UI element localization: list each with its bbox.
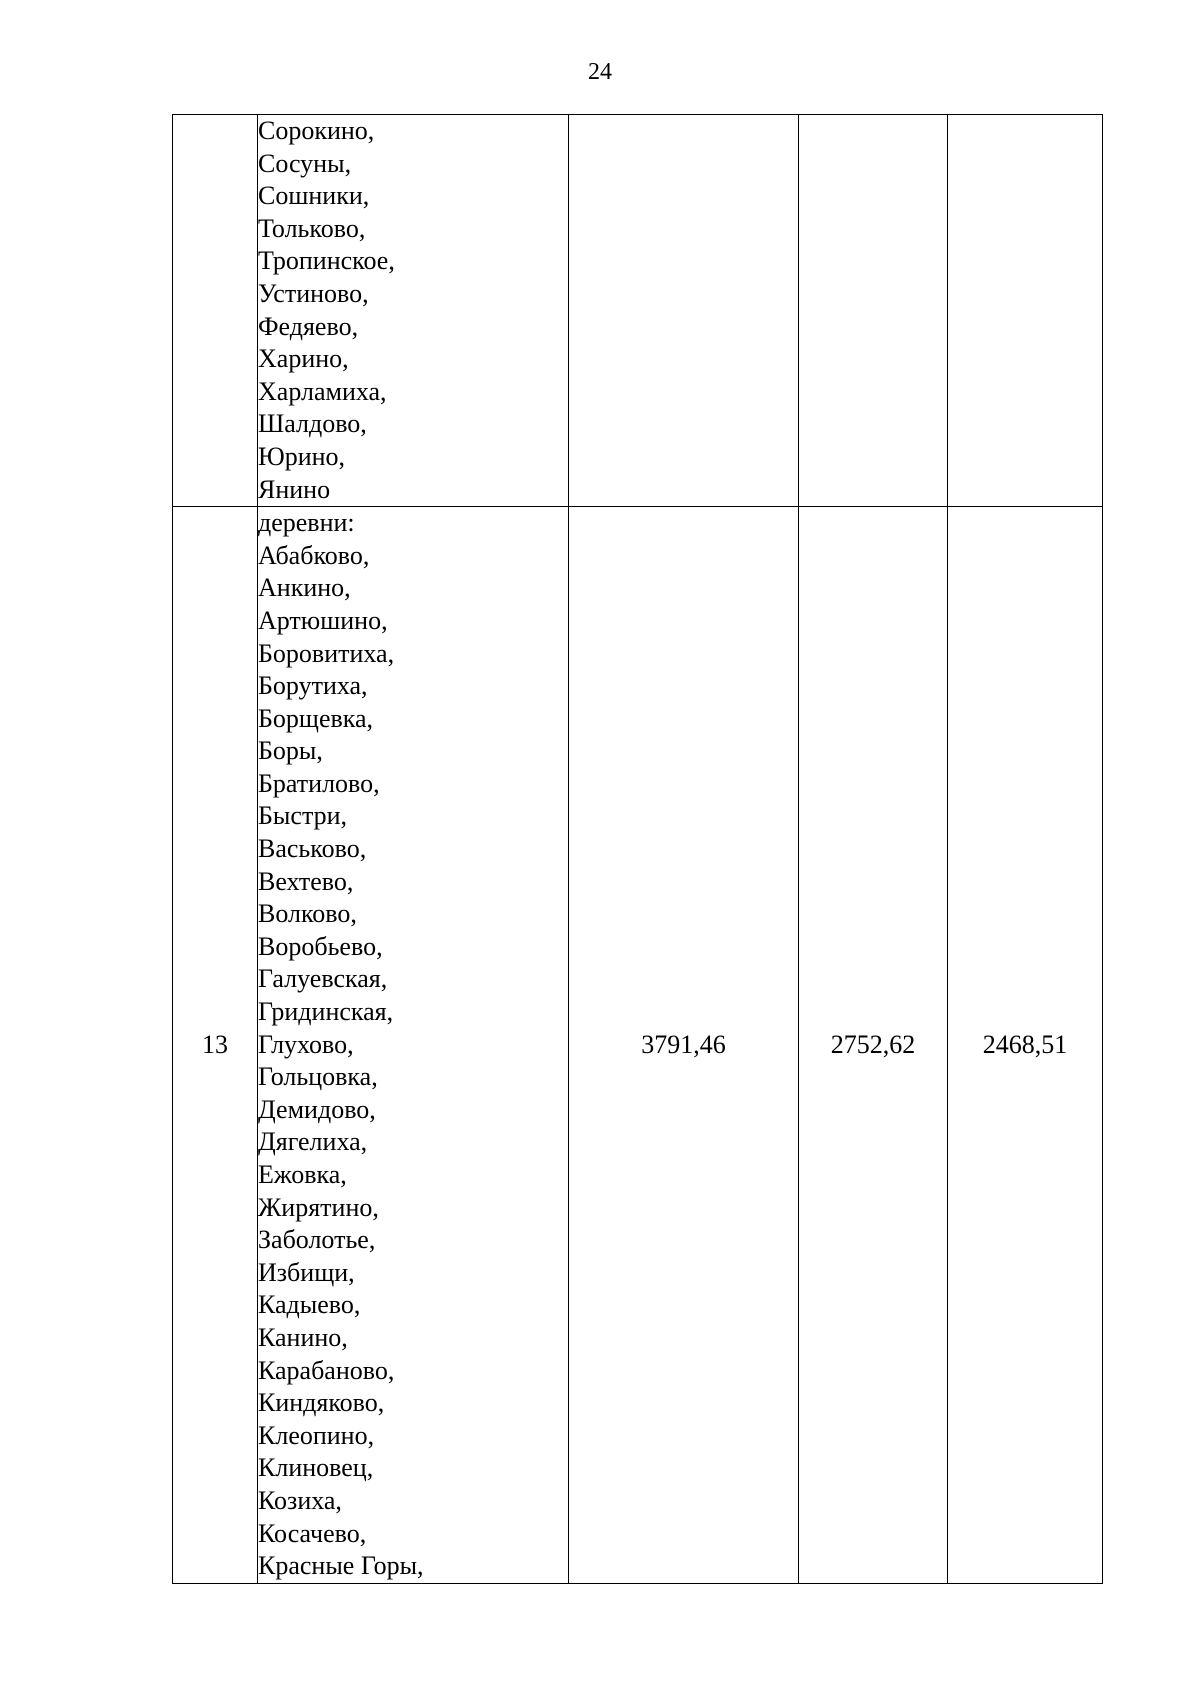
table-row xyxy=(173,115,1103,507)
settlement-name: Васьково, xyxy=(258,834,367,864)
settlement-name: Дягелиха, xyxy=(258,1127,368,1157)
settlement-name: Абабково, xyxy=(258,540,370,570)
settlement-name: Борутиха, xyxy=(258,671,368,701)
value-cell-2 xyxy=(799,115,948,507)
value-cell-1 xyxy=(569,115,799,507)
settlement-name: Сосуны, xyxy=(258,148,352,178)
settlement-name: Борщевка, xyxy=(258,703,374,733)
settlement-name: Боры, xyxy=(258,736,323,766)
settlement-name: Демидово, xyxy=(258,1094,376,1124)
settlement-name: Федяево, xyxy=(258,311,359,341)
settlement-name: Ежовка, xyxy=(258,1160,347,1189)
settlement-name: Кадыево, xyxy=(258,1290,361,1320)
settlement-name: Козиха, xyxy=(258,1485,342,1515)
tariff-table xyxy=(172,114,1103,1584)
settlement-name: Гридинская, xyxy=(258,997,394,1027)
settlement-name: Красные Горы, xyxy=(258,1551,424,1581)
settlement-list xyxy=(258,507,568,1583)
settlement-name: деревни: xyxy=(258,508,355,538)
value-cell-2: 2752,62 xyxy=(799,507,948,1584)
settlement-name: Карабаново, xyxy=(258,1355,395,1385)
settlement-name: Галуевская, xyxy=(258,964,388,994)
settlement-name: Сорокино, xyxy=(258,116,375,145)
settlement-name: Юрино, xyxy=(258,441,346,471)
page-number: 24 xyxy=(588,59,612,85)
settlement-name: Воробьево, xyxy=(258,931,383,961)
settlement-name: Янино xyxy=(258,474,331,504)
row-number-cell xyxy=(173,115,258,507)
settlement-name: Тольково, xyxy=(258,213,366,243)
settlement-name: Анкино, xyxy=(258,573,351,603)
settlement-name: Боровитиха, xyxy=(258,638,395,668)
settlement-name: Харино, xyxy=(258,344,349,374)
settlement-name: Гольцовка, xyxy=(258,1062,378,1092)
settlement-name: Косачево, xyxy=(258,1518,367,1548)
value-cell-1: 3791,46 xyxy=(569,507,799,1584)
settlement-name: Тропинское, xyxy=(258,246,395,276)
settlement-name: Волково, xyxy=(258,899,357,929)
settlement-names-cell xyxy=(258,115,569,507)
settlement-name: Харламиха, xyxy=(258,376,387,406)
value-cell-3 xyxy=(948,115,1103,507)
settlement-name: Братилово, xyxy=(258,768,380,798)
settlement-name: Киндяково, xyxy=(258,1388,385,1418)
value-cell-3: 2468,51 xyxy=(948,507,1103,1584)
settlement-name: Быстри, xyxy=(258,801,348,831)
settlement-name: Вехтево, xyxy=(258,866,354,896)
settlement-name: Клеопино, xyxy=(258,1420,375,1450)
row-number-cell: 13 xyxy=(173,507,258,1584)
table-row xyxy=(173,507,1103,1584)
settlement-name: Клиновец, xyxy=(258,1453,374,1483)
settlement-name: Жирятино, xyxy=(258,1192,379,1222)
settlement-name: Сошники, xyxy=(258,181,370,211)
settlement-name: Избищи, xyxy=(258,1257,355,1287)
settlement-list xyxy=(258,115,568,506)
settlement-name: Глухово, xyxy=(258,1029,354,1059)
settlement-names-cell xyxy=(258,507,569,1584)
settlement-name: Шалдово, xyxy=(258,409,367,439)
settlement-name: Артюшино, xyxy=(258,605,388,635)
settlement-name: Канино, xyxy=(258,1322,348,1352)
settlement-name: Устиново, xyxy=(258,278,369,308)
settlement-name: Заболотье, xyxy=(258,1225,376,1255)
